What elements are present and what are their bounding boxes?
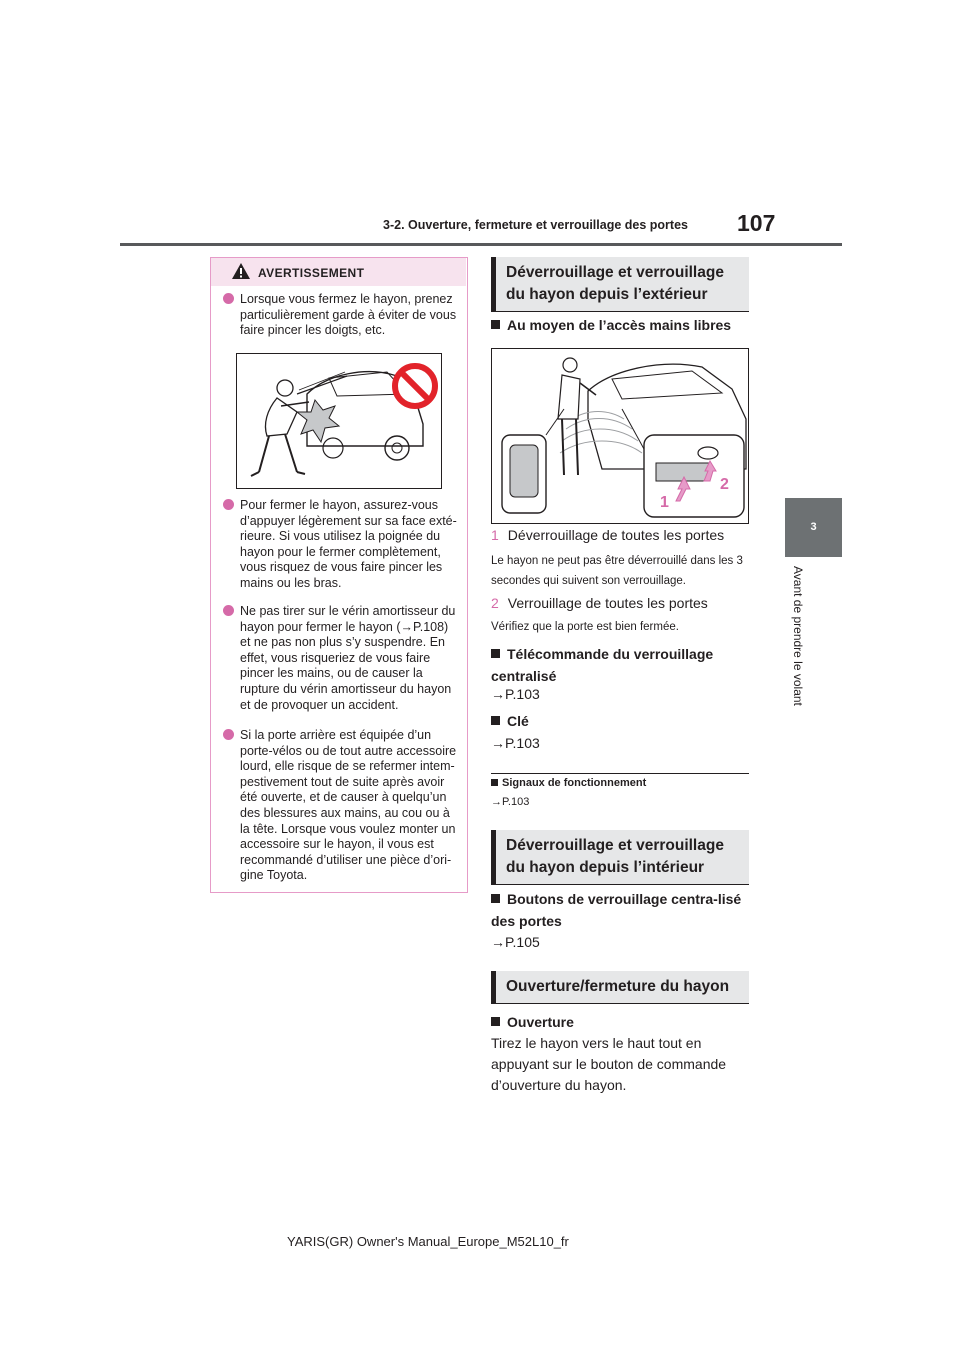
callout-1: 1 (660, 494, 669, 511)
section-title-inside: Déverrouillage et verrouillage du hayon depuis l’intérieur (491, 830, 749, 885)
square-bullet-icon (491, 779, 498, 786)
hint-rule (491, 773, 749, 774)
warning-item-4 (223, 728, 459, 884)
warning-item-text: Lorsque vous fermez le hayon, prenez particulièrement garde à éviter de vous faire pincer les doigts, etc. (240, 292, 457, 338)
section-title-open-close: Ouverture/fermeture du hayon (491, 971, 749, 1004)
section-header-title: 3-2. Ouverture, fermeture et verrouillage des portes (383, 218, 688, 232)
subsection-key (491, 710, 751, 732)
chapter-tab-number: 3 (785, 498, 842, 557)
hint-ref: →P.103 (491, 796, 530, 808)
warning-item-3 (223, 604, 459, 713)
subsection-title: Au moyen de l’accès mains libres (507, 317, 732, 333)
subsection-opening (491, 1011, 751, 1033)
warning-illustration (236, 353, 442, 489)
step-2-note: Vérifiez que la porte est bien fermée. (491, 621, 679, 633)
bullet-icon (223, 729, 234, 740)
door-lock-ref: →P.105 (491, 934, 540, 950)
warning-item-2 (223, 498, 459, 592)
chapter-tab-label: Avant de prendre le volant (791, 566, 805, 706)
opening-text: Tirez le hayon vers le haut tout en appuyant sur le bouton de commande d’ouverture du hayon. (491, 1035, 727, 1093)
step-text: Verrouillage de toutes les portes (507, 595, 708, 611)
tailgate-pinch-illustration (237, 354, 441, 488)
step-1-note: Le hayon ne peut pas être déverrouillé dans les 3 secondes qui suivent son verrouillage. (491, 555, 743, 587)
warning-item-text: Ne pas tirer sur le vérin amortisseur du hayon pour fermer le hayon (→P.108) et ne pas non plus s’y suspendre. En effet, vous risqueriez de vous faire pincer les mains, ou de causer la rupture du vérin amortisseur du hayon et de provoquer un accident. (240, 604, 456, 712)
warning-item-text: Pour fermer le hayon, assurez-vous d’appuyer légèrement sur sa face exté-rieure. Si vous utilisez la poignée du hayon pour le fermer complètement, vous risquez de vous faire pincer les mains ou les bras. (240, 498, 457, 590)
subsection-title: Boutons de verrouillage centra-lisé des portes (491, 891, 742, 929)
warning-header (211, 258, 466, 286)
callout-2: 2 (720, 476, 729, 493)
warning-item-text: Si la porte arrière est équipée d’un porte-vélos ou de tout autre accessoire lourd, elle risque de se refermer intem-pestivement tout de suite après avoir été ouverte, et de causer à quelqu’un des blessures aux mains, au cou ou à la tête. Lorsque vous voulez monter un accessoire sur le hayon, il vous est recommandé d’utiliser une pièce d’ori-gine Toyota. (240, 728, 457, 883)
remote-ref: →P.103 (491, 686, 540, 702)
subsection-title: Ouverture (507, 1014, 574, 1030)
square-bullet-icon (491, 716, 500, 725)
square-bullet-icon (491, 894, 500, 903)
tailgate-smart-entry-illustration (492, 349, 748, 523)
header-rule (120, 243, 842, 246)
square-bullet-icon (491, 320, 500, 329)
key-ref: →P.103 (491, 735, 540, 751)
page-number: 107 (737, 210, 776, 236)
subsection-smart-entry (491, 314, 751, 336)
step-text: Déverrouillage de toutes les portes (507, 527, 725, 543)
subsection-door-lock (491, 888, 751, 932)
subsection-title: Clé (507, 713, 529, 729)
warning-box (210, 257, 468, 893)
step-number: 2 (491, 595, 499, 611)
warning-triangle-icon (231, 262, 251, 280)
warning-item-1 (223, 292, 459, 339)
subsection-remote (491, 643, 751, 687)
hint-title-text: Signaux de fonctionnement (502, 777, 647, 789)
step-2 (491, 594, 753, 612)
footer-text: YARIS(GR) Owner's Manual_Europe_M52L10_fr (287, 1234, 569, 1249)
step-1 (491, 526, 753, 544)
step-number: 1 (491, 527, 499, 543)
bullet-icon (223, 293, 234, 304)
chapter-tab-label-wrap (791, 566, 813, 736)
bullet-icon (223, 605, 234, 616)
smart-entry-illustration (491, 348, 749, 524)
warning-title: AVERTISSEMENT (258, 266, 365, 280)
hint-title (491, 777, 646, 789)
square-bullet-icon (491, 1017, 500, 1026)
bullet-icon (223, 499, 234, 510)
square-bullet-icon (491, 649, 500, 658)
subsection-title: Télécommande du verrouillage centralisé (491, 646, 714, 684)
section-title-outside: Déverrouillage et verrouillage du hayon depuis l’extérieur (491, 257, 749, 312)
